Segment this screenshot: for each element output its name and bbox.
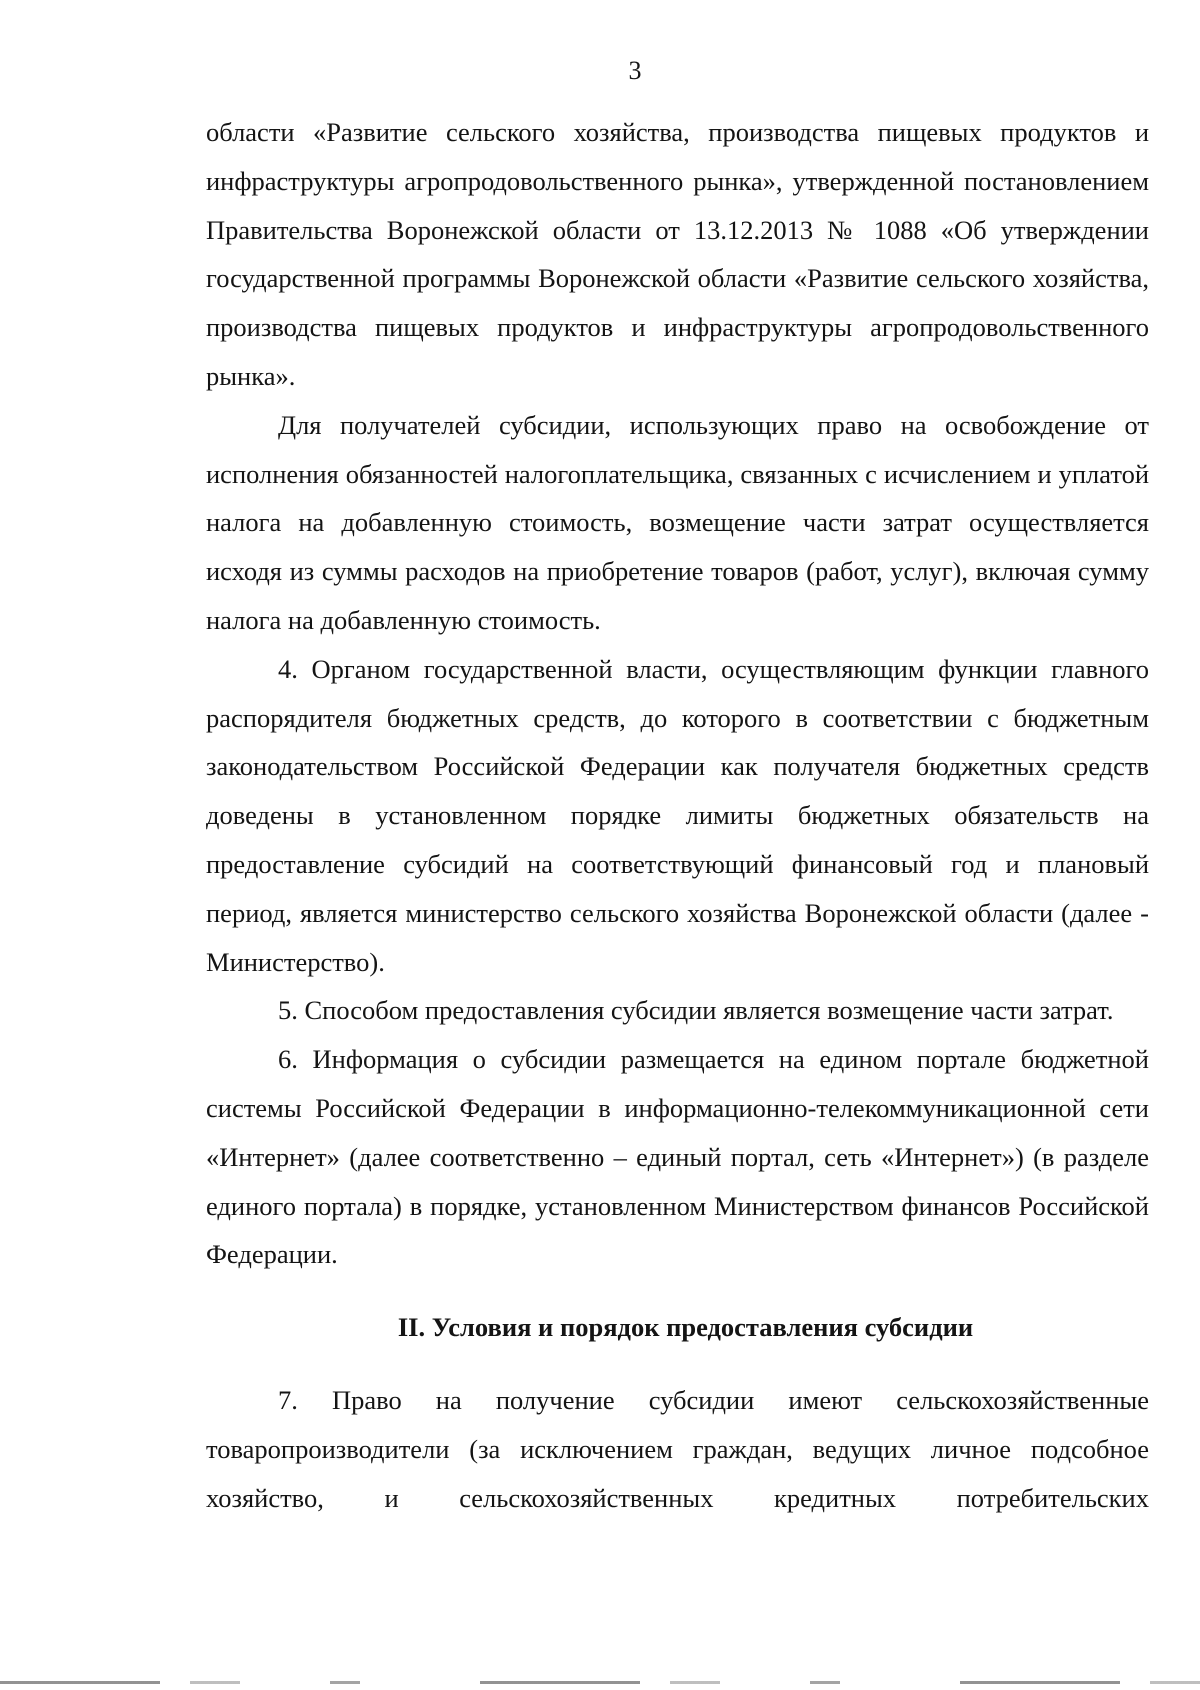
page-number: 3 <box>628 56 642 85</box>
document-body <box>206 108 1149 1522</box>
section-heading: II. Условия и порядок предоставления субсидии <box>397 1312 974 1343</box>
paragraph-item-5: 5. Способом предоставления субсидии является возмещение части затрат. <box>278 995 1114 1026</box>
scan-edge-artifact <box>0 1681 1200 1684</box>
paragraph-program-reference: области «Развитие сельского хозяйства, производства пищевых продуктов и инфраструктуры агропродовольственного рынка», утвержденной постановлением Правительства Воронежской области от 13.12.2013 № 1088 «Об утверждении государственной программы Воронежской области «Развитие сельского хозяйства, производства пищевых продуктов и инфраструктуры агропродовольственного рынка». <box>206 117 1149 391</box>
paragraph-item-6: 6. Информация о субсидии размещается на едином портале бюджетной системы Российской Федерации в информационно-телекоммуникационной сети «Интернет» (далее соответственно – единый портал, сеть «Интернет») (в разделе единого портала) в порядке, установленном Министерством финансов Российской Федерации. <box>206 1044 1149 1270</box>
paragraph-item-7: 7. Право на получение субсидии имеют сельскохозяйственные товаропроизводители (за исключением граждан, ведущих личное подсобное хозяйство, и сельскохозяйственных кредитных потребительских <box>206 1384 1149 1513</box>
paragraph-item-4: 4. Органом государственной власти, осуществляющим функции главного распорядителя бюджетных средств, до которого в соответствии с бюджетным законодательством Российской Федерации как получателя бюджетных средств доведены в установленном порядке лимиты бюджетных обязательств на предоставление субсидий на соответствующий финансовый год и плановый период, является министерство сельского хозяйства Воронежской области (далее - Министерство). <box>206 653 1149 977</box>
paragraph-vat-exemption: Для получателей субсидии, использующих право на освобождение от исполнения обязанностей налогоплательщика, связанных с исчислением и уплатой налога на добавленную стоимость, возмещение части затрат осуществляется исходя из суммы расходов на приобретение товаров (работ, услуг), включая сумму налога на добавленную стоимость. <box>206 409 1149 635</box>
